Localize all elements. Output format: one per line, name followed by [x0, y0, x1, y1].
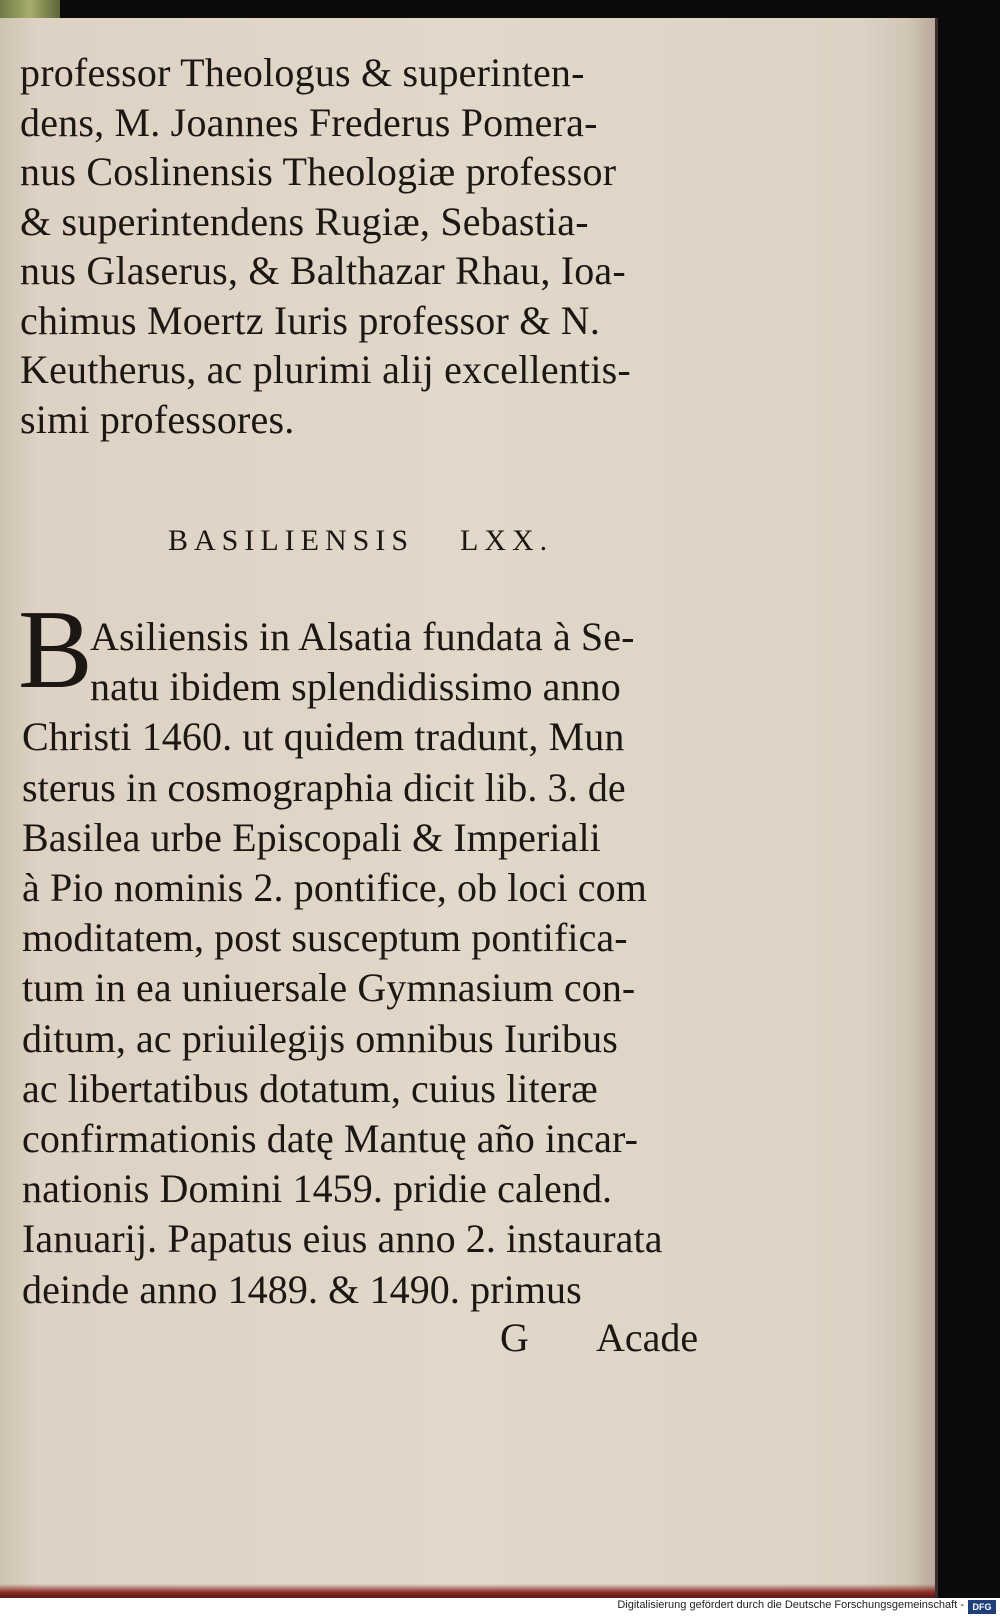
catchword: Acade	[596, 1315, 699, 1360]
signature-mark: G	[500, 1315, 529, 1360]
text-line: professor Theologus & superinten-	[20, 50, 585, 95]
text-line: Ianuarij. Papatus eius anno 2. instaurata	[22, 1216, 663, 1262]
text-line: ditum, ac priuilegijs omnibus Iuribus	[22, 1015, 618, 1061]
drop-cap: B	[18, 588, 93, 712]
text-line: nationis Domini 1459. pridie calend.	[22, 1166, 613, 1212]
text-line: Keutherus, ac plurimi alij excellentis-	[20, 347, 631, 392]
text-line: sterus in cosmographia dicit lib. 3. de	[22, 764, 626, 810]
heading-number: LXX.	[460, 524, 554, 557]
text-line: ac libertatibus dotatum, cuius literæ	[22, 1065, 598, 1111]
text-line: deinde anno 1489. & 1490. primus	[22, 1266, 582, 1312]
top-paragraph	[20, 48, 720, 444]
top-bar	[0, 0, 1000, 18]
heading-title: BASILIENSIS	[168, 524, 415, 557]
text-line: à Pio nominis 2. pontifice, ob loci com	[22, 865, 647, 911]
text-line: chimus Moertz Iuris professor & N.	[20, 297, 601, 343]
page-edge	[910, 18, 938, 1598]
dfg-logo[interactable]: DFG	[968, 1600, 996, 1614]
section-heading	[168, 524, 553, 558]
text-line: dens, M. Joannes Frederus Pomera-	[20, 99, 598, 145]
text-line: & superintendens Rugiæ, Sebastia-	[20, 198, 589, 244]
text-line: Asiliensis in Alsatia fundata à Se-	[90, 614, 635, 659]
text-line: Basilea urbe Episcopali & Imperiali	[22, 814, 601, 860]
binding-strip	[0, 0, 60, 18]
text-line: tum in ea uniuersale Gymnasium con-	[22, 965, 636, 1011]
footer-credit: Digitalisierung gefördert durch die Deutsche Forschungsgemeinschaft -	[617, 1599, 964, 1611]
text-line: simi professores.	[20, 396, 295, 442]
footer-bar	[0, 1598, 1000, 1617]
text-line: natu ibidem splendidissimo anno	[90, 664, 621, 710]
text-line: nus Coslinensis Theologiæ professor	[20, 149, 617, 194]
body-paragraph	[22, 612, 722, 1315]
page-bottom-edge	[0, 1584, 935, 1598]
text-line: moditatem, post susceptum pontifica-	[22, 915, 628, 961]
text-line: confirmationis datę Mantuę año incar-	[22, 1116, 639, 1162]
text-line: Christi 1460. ut quidem tradunt, Mun	[22, 714, 625, 760]
text-line: nus Glaserus, & Balthazar Rhau, Ioa-	[20, 248, 626, 293]
book-page	[0, 18, 938, 1598]
